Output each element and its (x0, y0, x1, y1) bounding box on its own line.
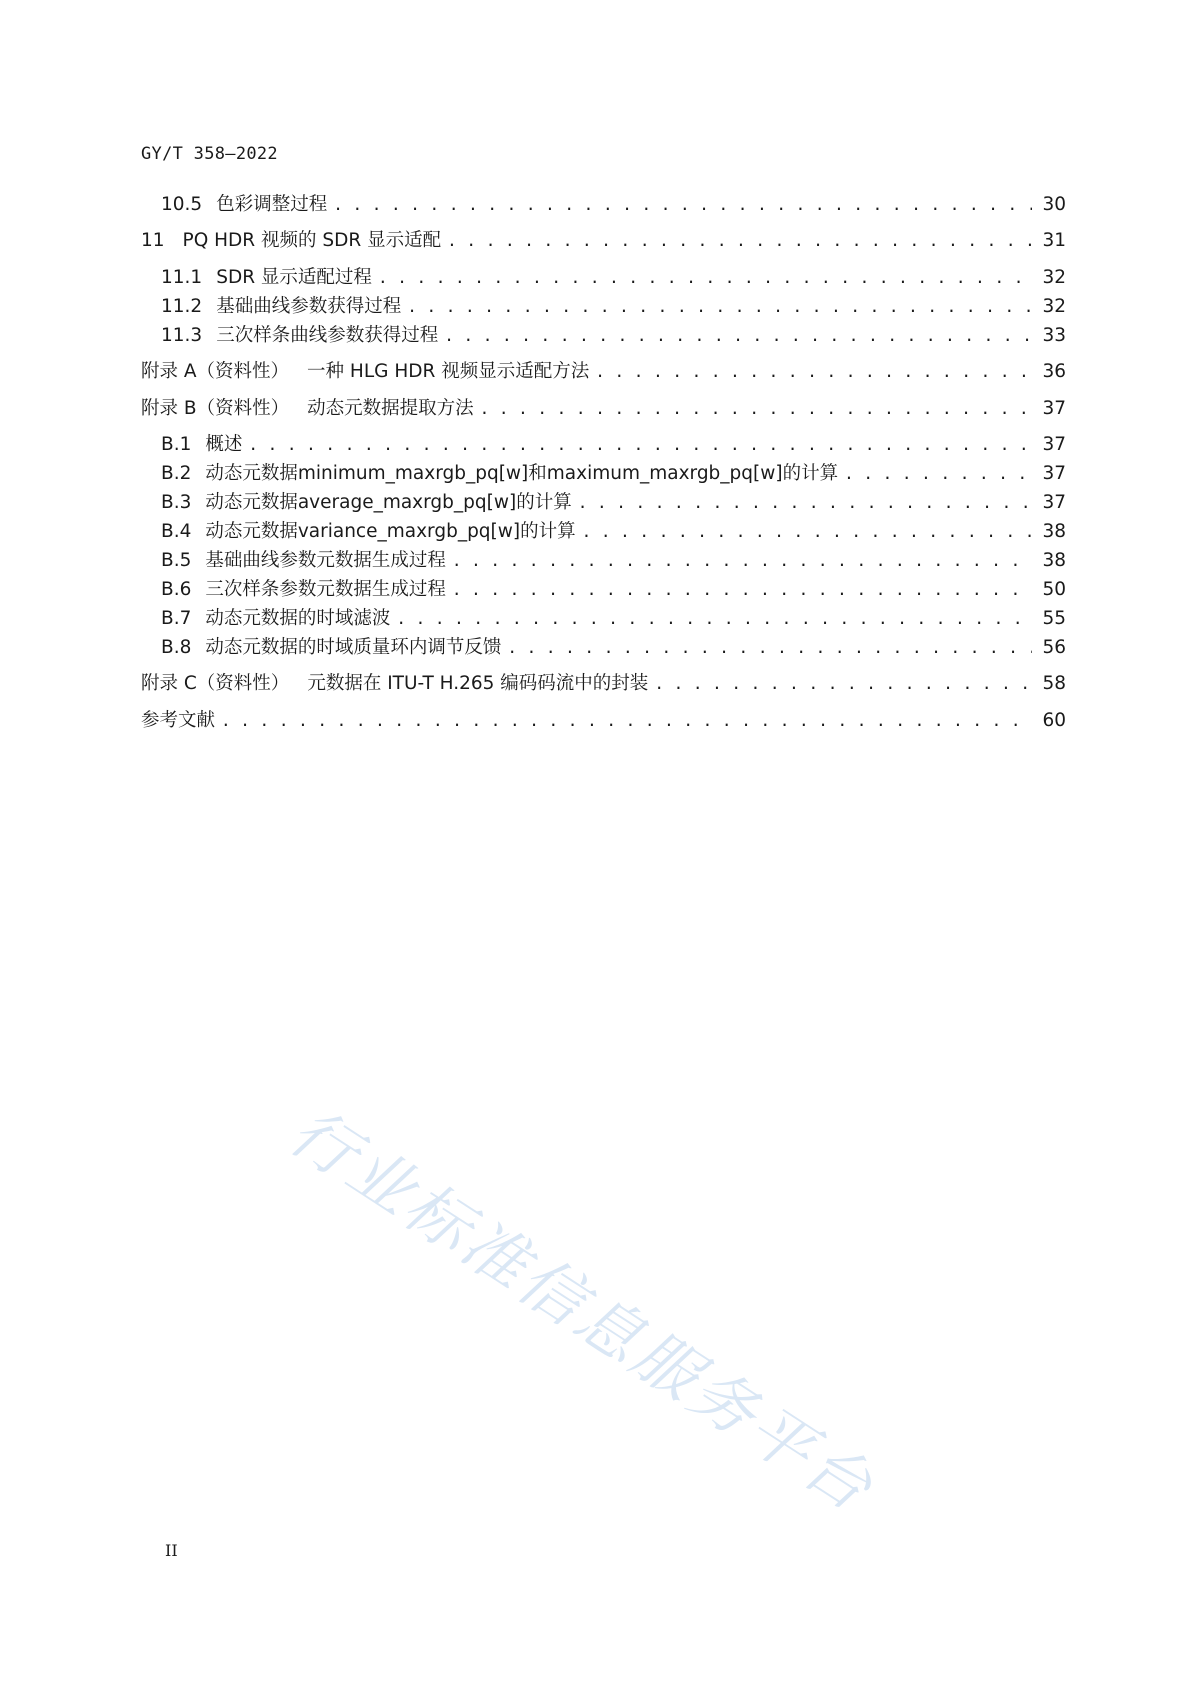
toc-entry[interactable] (141, 192, 1066, 218)
dot-leader (507, 635, 1032, 661)
toc-entry[interactable] (141, 519, 1066, 545)
dot-leader (444, 323, 1032, 349)
toc-entry-number: 11.2 (161, 296, 203, 317)
dot-leader (396, 606, 1032, 632)
toc-entry[interactable] (141, 548, 1066, 574)
toc-entry-title: 一种 HLG HDR 视频显示适配方法 (307, 361, 590, 382)
toc-entry-number: 11 (141, 230, 165, 251)
toc-entry[interactable] (141, 461, 1066, 487)
toc-entry-page: 31 (1042, 230, 1066, 251)
toc-entry-page: 37 (1042, 434, 1066, 455)
toc-entry-number: B.7 (161, 608, 192, 629)
toc-entry-page: 32 (1042, 296, 1066, 317)
toc-entry-number: B.4 (161, 521, 192, 542)
toc-entry-number: B.5 (161, 550, 192, 571)
toc-entry-page: 58 (1042, 673, 1066, 694)
toc-entry-number: 附录 C（资料性） (141, 673, 290, 694)
toc-entry-title: 参考文献 (141, 710, 216, 731)
dot-leader (452, 577, 1032, 603)
toc-entry-title: 三次样条曲线参数获得过程 (216, 325, 439, 346)
toc-entry-page: 56 (1042, 637, 1066, 658)
dot-leader (333, 192, 1032, 218)
dot-leader (248, 432, 1032, 458)
toc-entry-title: 元数据在 ITU-T H.265 编码码流中的封装 (307, 673, 649, 694)
toc-entry[interactable] (141, 228, 1066, 254)
toc-entry-page: 37 (1042, 492, 1066, 513)
toc-entry-number: 11.1 (161, 267, 203, 288)
dot-leader (447, 228, 1032, 254)
toc-entry-title: 动态元数据的时域滤波 (205, 608, 391, 629)
toc-entry[interactable] (141, 265, 1066, 291)
toc-entry-page: 38 (1042, 550, 1066, 571)
toc-entry-title: 色彩调整过程 (216, 194, 328, 215)
toc-entry-title: 三次样条参数元数据生成过程 (205, 579, 446, 600)
dot-leader (452, 548, 1032, 574)
toc-entry-number: B.3 (161, 492, 192, 513)
toc-entry-number: 11.3 (161, 325, 203, 346)
toc-entry-title: 动态元数据variance_maxrgb_pq[w]的计算 (205, 521, 576, 542)
toc-entry-title: 动态元数据minimum_maxrgb_pq[w]和maximum_maxrgb_pq[w]的计算 (205, 463, 839, 484)
dot-leader (407, 294, 1032, 320)
toc-entry-number: B.6 (161, 579, 192, 600)
dot-leader (221, 708, 1032, 734)
toc-entry[interactable] (141, 432, 1066, 458)
toc-entry-page: 50 (1042, 579, 1066, 600)
toc-entry-page: 38 (1042, 521, 1066, 542)
dot-leader (582, 519, 1032, 545)
toc-entry-number: 附录 B（资料性） (141, 398, 290, 419)
toc-entry-page: 55 (1042, 608, 1066, 629)
toc-entry[interactable] (141, 396, 1066, 422)
dot-leader (844, 461, 1032, 487)
document-code: GY/T 358—2022 (141, 144, 278, 164)
toc-entry-title: 动态元数据的时域质量环内调节反馈 (205, 637, 502, 658)
dot-leader (480, 396, 1032, 422)
toc-entry-number: B.2 (161, 463, 192, 484)
toc-entry-page: 37 (1042, 398, 1066, 419)
toc-entry-page: 32 (1042, 267, 1066, 288)
toc-entry-page: 60 (1042, 710, 1066, 731)
toc-entry[interactable] (141, 490, 1066, 516)
toc-entry[interactable] (141, 635, 1066, 661)
toc-entry-page: 33 (1042, 325, 1066, 346)
dot-leader (578, 490, 1032, 516)
toc-entry-page: 37 (1042, 463, 1066, 484)
toc-entry-number: 10.5 (161, 194, 203, 215)
dot-leader (654, 671, 1032, 697)
toc-entry-title: 基础曲线参数元数据生成过程 (205, 550, 446, 571)
toc-entry-title: 基础曲线参数获得过程 (216, 296, 402, 317)
toc-entry[interactable] (141, 708, 1066, 734)
toc-entry-page: 36 (1042, 361, 1066, 382)
toc-entry-title: SDR 显示适配过程 (216, 267, 372, 288)
toc-entry-number: B.8 (161, 637, 192, 658)
toc-entry[interactable] (141, 294, 1066, 320)
toc-entry[interactable] (141, 671, 1066, 697)
toc-entry-number: B.1 (161, 434, 192, 455)
toc-entry-title: 动态元数据average_maxrgb_pq[w]的计算 (205, 492, 572, 513)
watermark: 行业标准信息服务平台 (276, 1095, 888, 1528)
toc-entry-title: 动态元数据提取方法 (307, 398, 474, 419)
dot-leader (378, 265, 1032, 291)
toc-entry[interactable] (141, 577, 1066, 603)
toc-entry[interactable] (141, 359, 1066, 385)
toc-entry-title: PQ HDR 视频的 SDR 显示适配 (182, 230, 442, 251)
dot-leader (595, 359, 1032, 385)
toc-entry-number: 附录 A（资料性） (141, 361, 290, 382)
toc-entry-page: 30 (1042, 194, 1066, 215)
toc-entry[interactable] (141, 323, 1066, 349)
toc-entry-title: 概述 (205, 434, 243, 455)
page-number: II (165, 1541, 178, 1560)
toc-entry[interactable] (141, 606, 1066, 632)
